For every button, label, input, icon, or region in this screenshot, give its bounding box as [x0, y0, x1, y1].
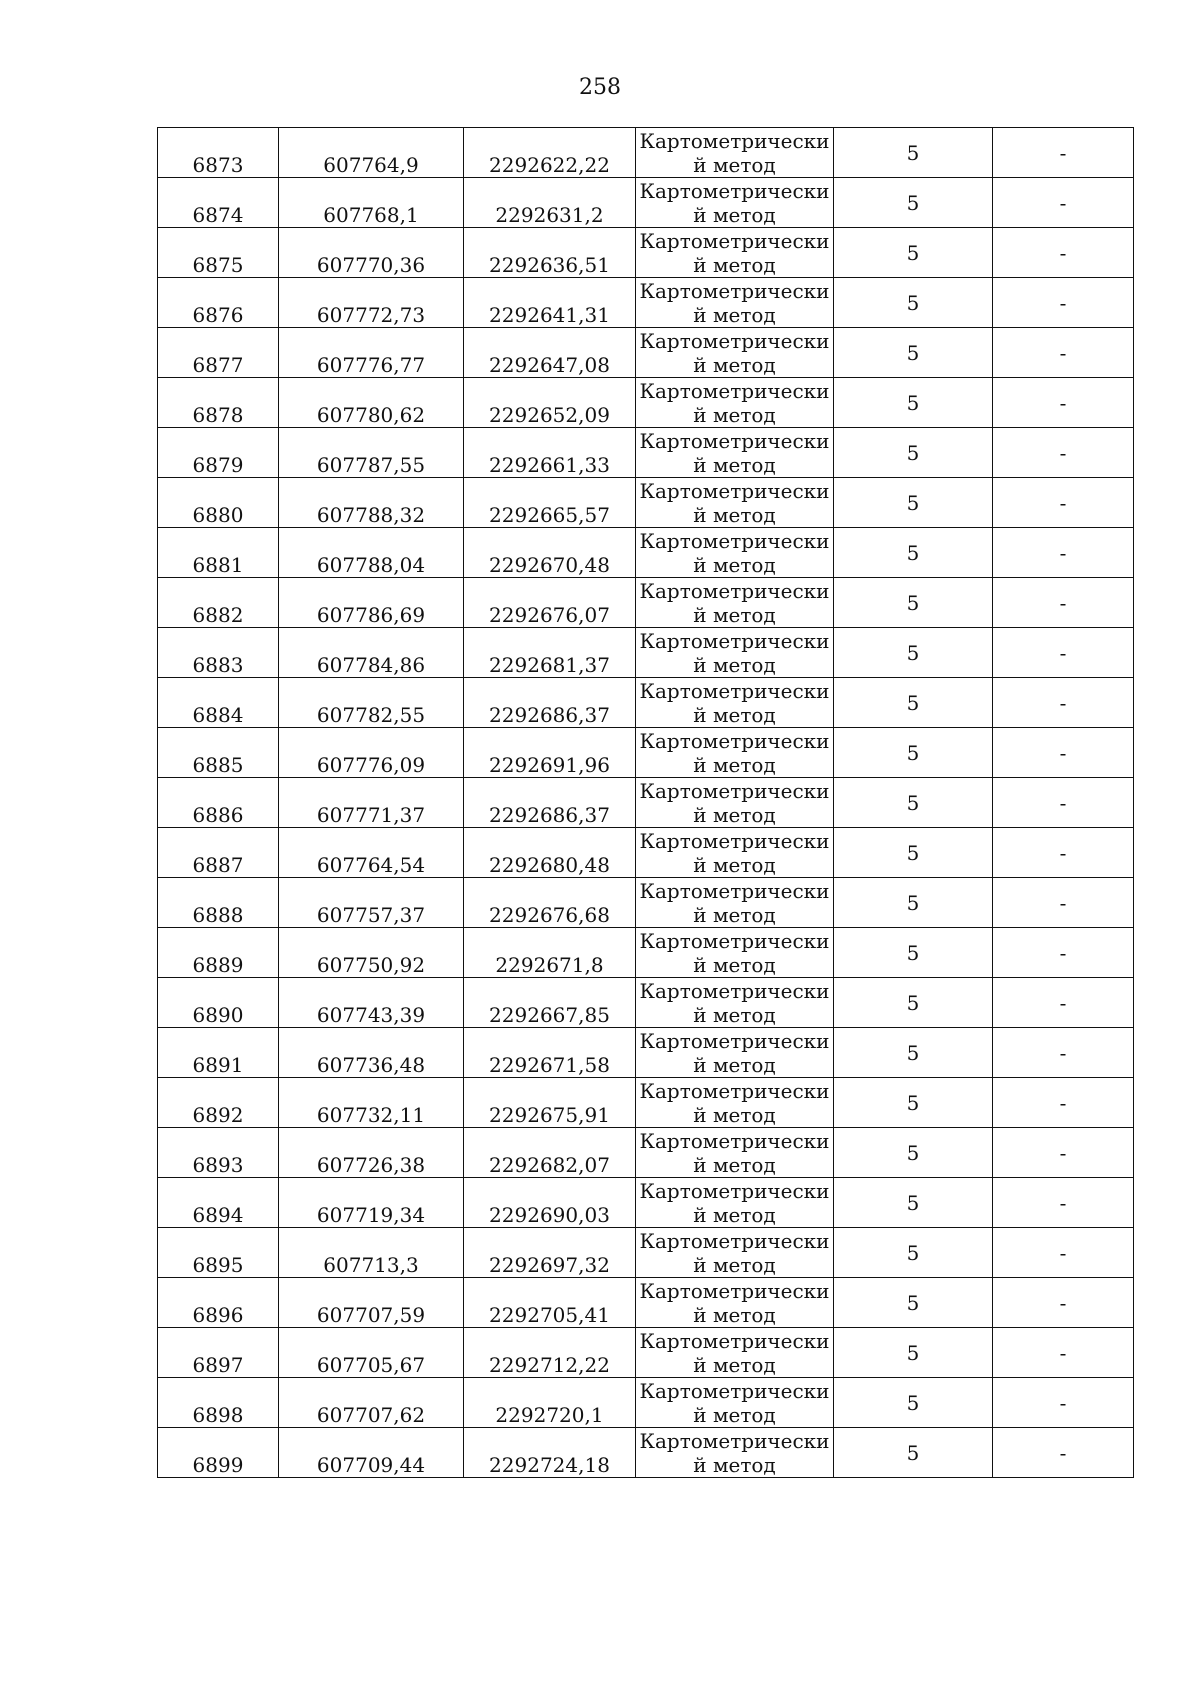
method-cell: [636, 978, 834, 1028]
method-line-1: Картометрически: [639, 828, 830, 853]
accuracy-cell: 5: [834, 1328, 993, 1378]
method-line-2: й метод: [693, 302, 776, 327]
x-coordinate-cell: 607780,62: [279, 378, 464, 428]
x-coordinate-cell: 607787,55: [279, 428, 464, 478]
note-cell: -: [993, 178, 1134, 228]
method-line-1: Картометрически: [639, 1278, 830, 1303]
note-cell: -: [993, 1128, 1134, 1178]
method-line-1: Картометрически: [639, 278, 830, 303]
note-cell: -: [993, 1428, 1134, 1478]
point-number-cell: 6895: [158, 1228, 279, 1278]
method-line-1: Картометрически: [639, 1128, 830, 1153]
table-row: [158, 628, 1134, 678]
table-row: [158, 1228, 1134, 1278]
note-cell: -: [993, 628, 1134, 678]
method-line-1: Картометрически: [639, 728, 830, 753]
x-coordinate-cell: 607772,73: [279, 278, 464, 328]
note-cell: -: [993, 1178, 1134, 1228]
method-cell: [636, 278, 834, 328]
point-number-cell: 6879: [158, 428, 279, 478]
point-number-cell: 6884: [158, 678, 279, 728]
point-number-cell: 6874: [158, 178, 279, 228]
x-coordinate-cell: 607782,55: [279, 678, 464, 728]
method-line-2: й метод: [693, 952, 776, 977]
accuracy-cell: 5: [834, 828, 993, 878]
y-coordinate-cell: 2292691,96: [464, 728, 636, 778]
table-row: [158, 278, 1134, 328]
x-coordinate-cell: 607750,92: [279, 928, 464, 978]
y-coordinate-cell: 2292665,57: [464, 478, 636, 528]
x-coordinate-cell: 607788,32: [279, 478, 464, 528]
y-coordinate-cell: 2292667,85: [464, 978, 636, 1028]
accuracy-cell: 5: [834, 1078, 993, 1128]
point-number-cell: 6897: [158, 1328, 279, 1378]
y-coordinate-cell: 2292682,07: [464, 1128, 636, 1178]
method-line-1: Картометрически: [639, 528, 830, 553]
method-line-2: й метод: [693, 1152, 776, 1177]
point-number-cell: 6877: [158, 328, 279, 378]
x-coordinate-cell: 607776,77: [279, 328, 464, 378]
method-line-2: й метод: [693, 902, 776, 927]
table-row: [158, 1078, 1134, 1128]
note-cell: -: [993, 778, 1134, 828]
accuracy-cell: 5: [834, 1178, 993, 1228]
method-cell: [636, 828, 834, 878]
method-cell: [636, 128, 834, 178]
note-cell: -: [993, 528, 1134, 578]
x-coordinate-cell: 607770,36: [279, 228, 464, 278]
note-cell: -: [993, 328, 1134, 378]
note-cell: -: [993, 478, 1134, 528]
table-row: [158, 428, 1134, 478]
y-coordinate-cell: 2292652,09: [464, 378, 636, 428]
method-line-2: й метод: [693, 1002, 776, 1027]
method-cell: [636, 778, 834, 828]
x-coordinate-cell: 607743,39: [279, 978, 464, 1028]
point-number-cell: 6887: [158, 828, 279, 878]
method-cell: [636, 478, 834, 528]
x-coordinate-cell: 607757,37: [279, 878, 464, 928]
accuracy-cell: 5: [834, 328, 993, 378]
y-coordinate-cell: 2292724,18: [464, 1428, 636, 1478]
accuracy-cell: 5: [834, 928, 993, 978]
point-number-cell: 6882: [158, 578, 279, 628]
accuracy-cell: 5: [834, 228, 993, 278]
table-row: [158, 1178, 1134, 1228]
table-row: [158, 578, 1134, 628]
y-coordinate-cell: 2292622,22: [464, 128, 636, 178]
method-line-2: й метод: [693, 452, 776, 477]
note-cell: -: [993, 1078, 1134, 1128]
method-line-1: Картометрически: [639, 1328, 830, 1353]
method-line-1: Картометрически: [639, 1428, 830, 1453]
x-coordinate-cell: 607709,44: [279, 1428, 464, 1478]
accuracy-cell: 5: [834, 628, 993, 678]
method-cell: [636, 228, 834, 278]
table-row: [158, 1328, 1134, 1378]
table-row: [158, 828, 1134, 878]
method-line-1: Картометрически: [639, 928, 830, 953]
accuracy-cell: 5: [834, 378, 993, 428]
note-cell: -: [993, 1028, 1134, 1078]
y-coordinate-cell: 2292631,2: [464, 178, 636, 228]
point-number-cell: 6899: [158, 1428, 279, 1478]
y-coordinate-cell: 2292636,51: [464, 228, 636, 278]
point-number-cell: 6883: [158, 628, 279, 678]
method-cell: [636, 678, 834, 728]
method-cell: [636, 628, 834, 678]
method-line-1: Картометрически: [639, 378, 830, 403]
x-coordinate-cell: 607707,59: [279, 1278, 464, 1328]
accuracy-cell: 5: [834, 1228, 993, 1278]
method-line-2: й метод: [693, 1252, 776, 1277]
table-row: [158, 228, 1134, 278]
y-coordinate-cell: 2292686,37: [464, 778, 636, 828]
point-number-cell: 6886: [158, 778, 279, 828]
accuracy-cell: 5: [834, 778, 993, 828]
method-cell: [636, 928, 834, 978]
x-coordinate-cell: 607726,38: [279, 1128, 464, 1178]
accuracy-cell: 5: [834, 478, 993, 528]
y-coordinate-cell: 2292720,1: [464, 1378, 636, 1428]
method-cell: [636, 1228, 834, 1278]
point-number-cell: 6885: [158, 728, 279, 778]
note-cell: -: [993, 1228, 1134, 1278]
method-cell: [636, 1128, 834, 1178]
point-number-cell: 6890: [158, 978, 279, 1028]
table-row: [158, 1028, 1134, 1078]
accuracy-cell: 5: [834, 128, 993, 178]
method-line-1: Картометрически: [639, 878, 830, 903]
accuracy-cell: 5: [834, 878, 993, 928]
table-row: [158, 1378, 1134, 1428]
point-number-cell: 6889: [158, 928, 279, 978]
note-cell: -: [993, 828, 1134, 878]
point-number-cell: 6881: [158, 528, 279, 578]
method-line-1: Картометрически: [639, 328, 830, 353]
x-coordinate-cell: 607788,04: [279, 528, 464, 578]
accuracy-cell: 5: [834, 1378, 993, 1428]
y-coordinate-cell: 2292697,32: [464, 1228, 636, 1278]
point-number-cell: 6893: [158, 1128, 279, 1178]
x-coordinate-cell: 607786,69: [279, 578, 464, 628]
method-cell: [636, 1028, 834, 1078]
note-cell: -: [993, 878, 1134, 928]
method-cell: [636, 378, 834, 428]
table-row: [158, 178, 1134, 228]
method-cell: [636, 428, 834, 478]
accuracy-cell: 5: [834, 278, 993, 328]
note-cell: -: [993, 978, 1134, 1028]
table-row: [158, 478, 1134, 528]
point-number-cell: 6891: [158, 1028, 279, 1078]
method-line-1: Картометрически: [639, 1378, 830, 1403]
note-cell: -: [993, 928, 1134, 978]
y-coordinate-cell: 2292675,91: [464, 1078, 636, 1128]
method-cell: [636, 528, 834, 578]
accuracy-cell: 5: [834, 678, 993, 728]
method-line-2: й метод: [693, 502, 776, 527]
note-cell: -: [993, 1328, 1134, 1378]
method-cell: [636, 1328, 834, 1378]
x-coordinate-cell: 607784,86: [279, 628, 464, 678]
method-line-1: Картометрически: [639, 1178, 830, 1203]
table-row: [158, 328, 1134, 378]
method-line-2: й метод: [693, 702, 776, 727]
y-coordinate-cell: 2292681,37: [464, 628, 636, 678]
point-number-cell: 6896: [158, 1278, 279, 1328]
note-cell: -: [993, 428, 1134, 478]
table-row: [158, 528, 1134, 578]
table-row: [158, 378, 1134, 428]
point-number-cell: 6898: [158, 1378, 279, 1428]
x-coordinate-cell: 607705,67: [279, 1328, 464, 1378]
point-number-cell: 6876: [158, 278, 279, 328]
method-line-2: й метод: [693, 1102, 776, 1127]
note-cell: -: [993, 1378, 1134, 1428]
method-line-1: Картометрически: [639, 978, 830, 1003]
y-coordinate-cell: 2292705,41: [464, 1278, 636, 1328]
accuracy-cell: 5: [834, 1428, 993, 1478]
table-row: [158, 678, 1134, 728]
method-cell: [636, 1178, 834, 1228]
table-row: [158, 778, 1134, 828]
method-cell: [636, 1078, 834, 1128]
x-coordinate-cell: 607736,48: [279, 1028, 464, 1078]
method-line-2: й метод: [693, 1352, 776, 1377]
method-line-2: й метод: [693, 852, 776, 877]
point-number-cell: 6878: [158, 378, 279, 428]
method-line-2: й метод: [693, 252, 776, 277]
method-line-1: Картометрически: [639, 128, 830, 153]
method-line-1: Картометрически: [639, 1228, 830, 1253]
table-row: [158, 1278, 1134, 1328]
method-line-2: й метод: [693, 752, 776, 777]
note-cell: -: [993, 378, 1134, 428]
table-row: [158, 728, 1134, 778]
table-row: [158, 928, 1134, 978]
method-cell: [636, 178, 834, 228]
x-coordinate-cell: 607768,1: [279, 178, 464, 228]
note-cell: -: [993, 1278, 1134, 1328]
method-line-2: й метод: [693, 1052, 776, 1077]
point-number-cell: 6888: [158, 878, 279, 928]
y-coordinate-cell: 2292670,48: [464, 528, 636, 578]
method-cell: [636, 1378, 834, 1428]
x-coordinate-cell: 607713,3: [279, 1228, 464, 1278]
accuracy-cell: 5: [834, 1028, 993, 1078]
y-coordinate-cell: 2292676,07: [464, 578, 636, 628]
coordinates-table: [157, 127, 1134, 1478]
y-coordinate-cell: 2292641,31: [464, 278, 636, 328]
y-coordinate-cell: 2292671,8: [464, 928, 636, 978]
y-coordinate-cell: 2292690,03: [464, 1178, 636, 1228]
note-cell: -: [993, 228, 1134, 278]
method-line-1: Картометрически: [639, 178, 830, 203]
x-coordinate-cell: 607719,34: [279, 1178, 464, 1228]
coordinates-table-body: [158, 128, 1134, 1478]
table-row: [158, 978, 1134, 1028]
y-coordinate-cell: 2292661,33: [464, 428, 636, 478]
note-cell: -: [993, 128, 1134, 178]
table-row: [158, 1128, 1134, 1178]
method-line-1: Картометрически: [639, 428, 830, 453]
method-line-2: й метод: [693, 552, 776, 577]
method-cell: [636, 578, 834, 628]
method-line-1: Картометрически: [639, 778, 830, 803]
method-line-2: й метод: [693, 1302, 776, 1327]
method-line-2: й метод: [693, 202, 776, 227]
x-coordinate-cell: 607764,9: [279, 128, 464, 178]
method-line-2: й метод: [693, 402, 776, 427]
table-row: [158, 1428, 1134, 1478]
method-line-1: Картометрически: [639, 628, 830, 653]
page-number: 258: [579, 75, 621, 100]
point-number-cell: 6894: [158, 1178, 279, 1228]
y-coordinate-cell: 2292680,48: [464, 828, 636, 878]
y-coordinate-cell: 2292712,22: [464, 1328, 636, 1378]
table-row: [158, 128, 1134, 178]
method-line-1: Картометрически: [639, 1078, 830, 1103]
note-cell: -: [993, 678, 1134, 728]
accuracy-cell: 5: [834, 528, 993, 578]
y-coordinate-cell: 2292686,37: [464, 678, 636, 728]
accuracy-cell: 5: [834, 978, 993, 1028]
method-cell: [636, 728, 834, 778]
y-coordinate-cell: 2292671,58: [464, 1028, 636, 1078]
method-line-1: Картометрически: [639, 578, 830, 603]
method-line-1: Картометрически: [639, 1028, 830, 1053]
point-number-cell: 6880: [158, 478, 279, 528]
table-row: [158, 878, 1134, 928]
x-coordinate-cell: 607776,09: [279, 728, 464, 778]
method-line-2: й метод: [693, 1202, 776, 1227]
method-line-2: й метод: [693, 652, 776, 677]
point-number-cell: 6875: [158, 228, 279, 278]
accuracy-cell: 5: [834, 578, 993, 628]
method-cell: [636, 1428, 834, 1478]
method-cell: [636, 328, 834, 378]
accuracy-cell: 5: [834, 728, 993, 778]
method-line-2: й метод: [693, 1402, 776, 1427]
x-coordinate-cell: 607771,37: [279, 778, 464, 828]
method-cell: [636, 1278, 834, 1328]
x-coordinate-cell: 607707,62: [279, 1378, 464, 1428]
accuracy-cell: 5: [834, 1278, 993, 1328]
method-line-2: й метод: [693, 602, 776, 627]
method-line-1: Картометрически: [639, 478, 830, 503]
accuracy-cell: 5: [834, 1128, 993, 1178]
note-cell: -: [993, 578, 1134, 628]
note-cell: -: [993, 278, 1134, 328]
method-line-1: Картометрически: [639, 678, 830, 703]
accuracy-cell: 5: [834, 178, 993, 228]
x-coordinate-cell: 607764,54: [279, 828, 464, 878]
point-number-cell: 6873: [158, 128, 279, 178]
method-line-2: й метод: [693, 152, 776, 177]
accuracy-cell: 5: [834, 428, 993, 478]
method-line-1: Картометрически: [639, 228, 830, 253]
method-line-2: й метод: [693, 802, 776, 827]
method-line-2: й метод: [693, 352, 776, 377]
method-line-2: й метод: [693, 1452, 776, 1477]
note-cell: -: [993, 728, 1134, 778]
point-number-cell: 6892: [158, 1078, 279, 1128]
y-coordinate-cell: 2292676,68: [464, 878, 636, 928]
method-cell: [636, 878, 834, 928]
x-coordinate-cell: 607732,11: [279, 1078, 464, 1128]
y-coordinate-cell: 2292647,08: [464, 328, 636, 378]
